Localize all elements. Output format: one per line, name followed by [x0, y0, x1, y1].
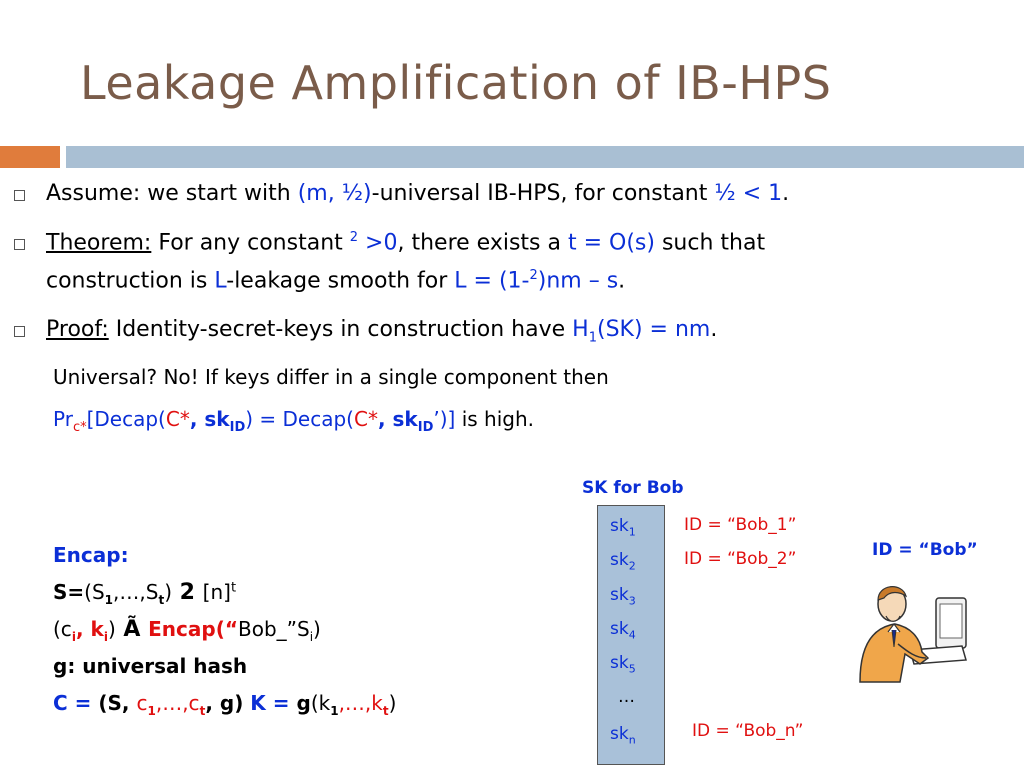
theorem-text2: , there exists a [397, 230, 568, 256]
comma-2: , [377, 407, 393, 431]
comma-1: , [189, 407, 205, 431]
slide-title: Leakage Amplification of IB-HPS [80, 56, 832, 110]
id-bob-n: ID = “Bob_n” [692, 721, 804, 741]
assume-text: Assume: we start with [46, 181, 298, 206]
theorem-Lend: )nm – s [537, 268, 619, 294]
c-star-1: C* [165, 407, 190, 431]
decap-eq: ) = Decap( [245, 407, 354, 431]
encap-label: Encap: [53, 543, 129, 567]
decap-open: [Decap( [86, 407, 166, 431]
sk-id-2-sub: ID [417, 420, 434, 435]
proof-Hsub: 1 [588, 330, 597, 346]
sk-id-2: sk [392, 407, 418, 431]
encap-g-line: g: universal hash [53, 654, 248, 678]
person-at-computer-icon [850, 572, 970, 687]
sk-item: $sk_3$ [610, 585, 636, 608]
theorem-sup: 2 [349, 230, 359, 245]
proof-text: Identity-secret-keys in construction have [108, 317, 573, 342]
bullet-marker [14, 190, 25, 201]
encap-c-line: ($c_i$, $k_i$) Ã $Encap(“Bob\_”S_i)$ [53, 617, 321, 644]
theorem-L: L [214, 268, 227, 294]
theorem-label: Theorem: [46, 230, 152, 256]
pr-symbol: Pr [53, 407, 73, 431]
proof-nm: nm [674, 317, 711, 342]
proof-Hend: (SK) = [596, 317, 675, 342]
id-bob-label: ID = “Bob” [872, 540, 978, 560]
accent-bar-orange [0, 146, 60, 168]
assume-param: (m, ½) [297, 181, 372, 206]
pr-line [53, 407, 534, 435]
theorem-dot: . [618, 268, 626, 294]
assume-mid: -universal IB-HPS, for constant [371, 181, 715, 206]
sk-item: $sk_1$ [610, 516, 636, 539]
sk-ellipsis: … [618, 687, 635, 707]
proof-H: H [572, 317, 589, 342]
theorem-Lsup: 2 [529, 268, 538, 283]
theorem-Leq: L = (1- [454, 268, 530, 294]
sk-item: $sk_5$ [610, 653, 636, 676]
theorem-line2a: construction is [46, 268, 215, 294]
theorem-teq: t = O(s) [567, 230, 655, 256]
proof-label: Proof: [46, 317, 109, 342]
id-bob-1: ID = “Bob_1” [684, 515, 797, 535]
proof-dot: . [710, 317, 718, 342]
theorem-text3: such that [654, 230, 766, 256]
assume-const: ½ < 1 [714, 181, 783, 206]
bullet-theorem-line2 [46, 268, 625, 293]
sk-for-bob-label: SK for Bob [582, 478, 684, 498]
accent-bar-blue [66, 146, 1024, 168]
sk-item: $sk_4$ [610, 619, 636, 642]
sk-item: $sk_2$ [610, 550, 636, 573]
bullet-marker [14, 239, 25, 250]
assume-end: . [782, 181, 790, 206]
theorem-text: For any constant [151, 230, 350, 256]
bullet-marker [14, 326, 25, 337]
sk-item: $sk_n$ [610, 724, 636, 747]
sk-id-1-sub: ID [229, 420, 246, 435]
theorem-line2b: -leakage smooth for [226, 268, 455, 294]
pr-sub: c* [72, 420, 87, 435]
encap-cap-line: C = (S, $c_1,\dots,c_t$, g) $K = g(k_1,\dots,k_t)$ [53, 691, 397, 718]
decap-close: ’)] [433, 407, 456, 431]
sk-id-1: sk [204, 407, 230, 431]
bullet-assume [46, 181, 789, 206]
id-bob-2: ID = “Bob_2” [684, 549, 797, 569]
bullet-theorem [46, 230, 765, 255]
universal-line: Universal? No! If keys differ in a single component then [53, 365, 609, 389]
encap-s-line: $S=(S_1,\dots,S_t)$ 2 $[n]^t$ [53, 580, 237, 607]
c-star-2: C* [353, 407, 378, 431]
theorem-gt: >0 [358, 230, 398, 256]
bullet-proof [46, 317, 717, 345]
is-high-text: is high. [455, 407, 534, 431]
